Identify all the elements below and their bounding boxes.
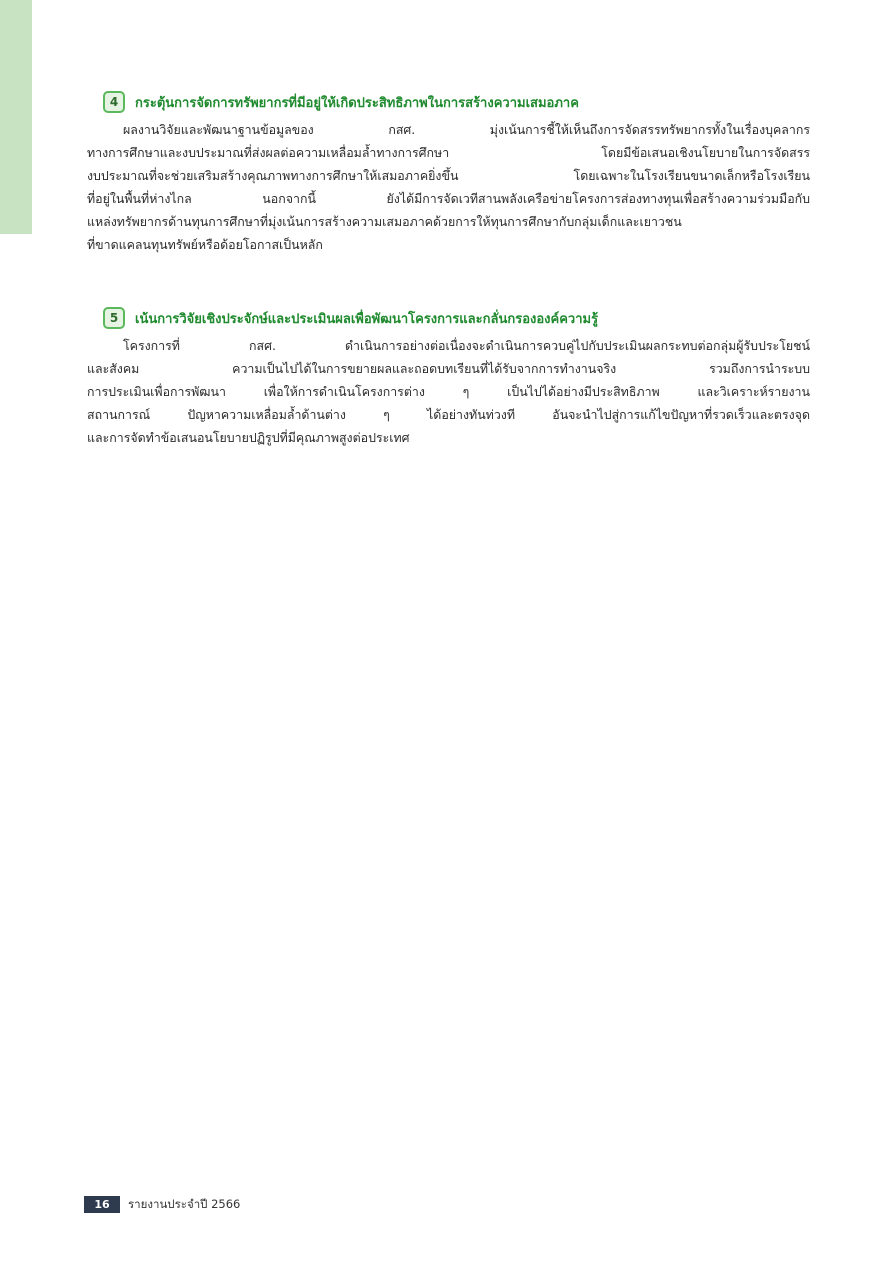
section-4 [87,90,810,256]
paragraph-line: สถานการณ์ ปัญหาความเหลื่อมล้ำด้านต่าง ๆ ได้อย่างทันท่วงที อันจะนำไปสู่การแก้ไขปัญหาที่รวดเร็วและตรงจุด [87,407,810,422]
section-heading-text: กระตุ้นการจัดการทรัพยากรที่มีอยู่ให้เกิดประสิทธิภาพในการสร้างความเสมอภาค [135,95,579,111]
paragraph-line: และสังคม ความเป็นไปได้ในการขยายผลและถอดบทเรียนที่ได้รับจากการทำงานจริง รวมถึงการนำระบบ [87,361,810,376]
section-5-heading [103,306,810,330]
section-heading-text: เน้นการวิจัยเชิงประจักษ์และประเมินผลเพื่อพัฒนาโครงการและกลั่นกรององค์ความรู้ [135,311,599,327]
paragraph-line: แหล่งทรัพยากรด้านทุนการศึกษาที่มุ่งเน้นการสร้างความเสมอภาคด้วยการให้ทุนการศึกษากับกลุ่มเด็กและเยาวชน [87,214,682,229]
paragraph-line: ทางการศึกษาและงบประมาณที่ส่งผลต่อความเหลื่อมล้ำทางการศึกษา โดยมีข้อเสนอเชิงนโยบายในการจัดสรร [87,145,810,160]
section-number-badge: 5 [103,307,125,329]
paragraph-line: ที่อยู่ในพื้นที่ห่างไกล นอกจากนี้ ยังได้มีการจัดเวทีสานพลังเครือข่ายโครงการส่องทางทุนเพื่อสร้างความร่วมมือกับ [87,191,810,206]
footer-title: รายงานประจำปี 2566 [128,1196,241,1211]
paragraph-line: และการจัดทำข้อเสนอนโยบายปฏิรูปที่มีคุณภาพสูงต่อประเทศ [87,430,410,445]
paragraph-line: ผลงานวิจัยและพัฒนาฐานข้อมูลของ กสศ. มุ่งเน้นการชี้ให้เห็นถึงการจัดสรรทรัพยากรทั้งในเรื่องบุคลากร [123,122,810,137]
paragraph-line: ที่ขาดแคลนทุนทรัพย์หรือด้อยโอกาสเป็นหลัก [87,237,323,252]
section-4-heading [103,90,810,114]
paragraph-line: การประเมินเพื่อการพัฒนา เพื่อให้การดำเนินโครงการต่าง ๆ เป็นไปได้อย่างมีประสิทธิภาพ และวิเคราะห์รายงาน [87,384,810,399]
section-5 [87,306,810,449]
side-color-tab [0,0,32,234]
section-4-paragraph [87,118,810,256]
section-number-badge: 4 [103,91,125,113]
paragraph-line: งบประมาณที่จะช่วยเสริมสร้างคุณภาพทางการศึกษาให้เสมอภาคยิ่งขึ้น โดยเฉพาะในโรงเรียนขนาดเล็กหรือโรงเรียน [87,168,810,183]
paragraph-line: โครงการที่ กสศ. ดำเนินการอย่างต่อเนื่องจะดำเนินการควบคู่ไปกับประเมินผลกระทบต่อกลุ่มผู้รับประโยชน์ [123,338,810,353]
page-number: 16 [84,1196,120,1213]
page-footer [84,1196,240,1213]
section-5-paragraph [87,334,810,449]
